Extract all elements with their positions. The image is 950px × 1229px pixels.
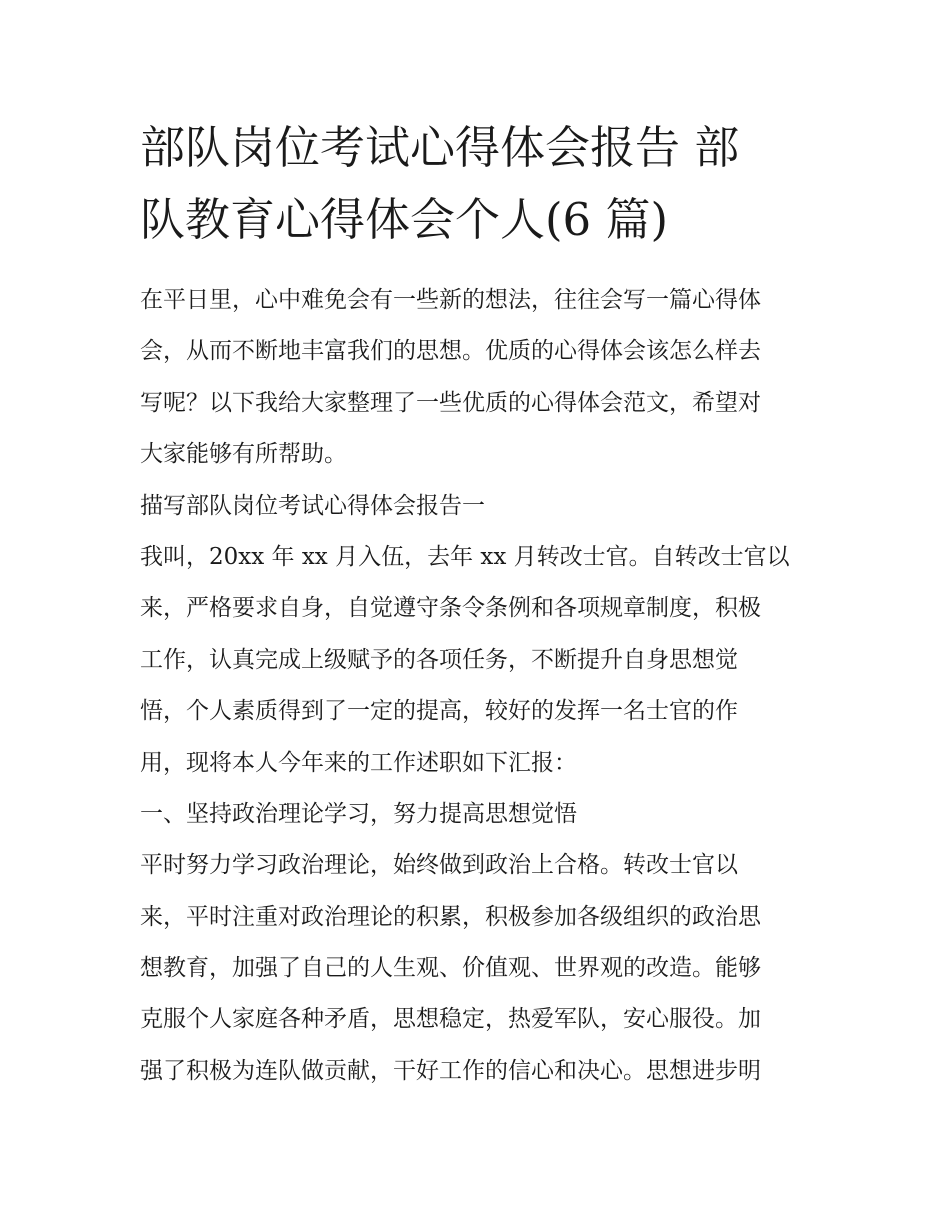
document-body [140, 275, 820, 1097]
body-line: 工作，认真完成上级赋予的各项任务，不断提升自身思想觉 [140, 646, 738, 673]
title-line-2: 队教育心得体会个人(6 篇) [140, 193, 669, 246]
body-line: 我叫，20xx 年 xx 月入伍，去年 xx 月转改士官。自转改士官以 [140, 543, 790, 570]
body-line: 会，从而不断地丰富我们的思想。优质的心得体会该怎么样去 [140, 338, 761, 365]
document-title [140, 112, 820, 256]
body-line: 克服个人家庭各种矛盾，思想稳定，热爱军队，安心服役。加 [140, 1006, 761, 1033]
subsection-heading: 一、坚持政治理论学习，努力提高思想觉悟 [140, 800, 577, 827]
body-line: 大家能够有所帮助。 [140, 441, 347, 468]
body-line: 来，平时注重对政治理论的积累，积极参加各级组织的政治思 [140, 903, 761, 930]
body-line: 在平日里，心中难免会有一些新的想法，往往会写一篇心得体 [140, 287, 761, 313]
body-line: 用，现将本人今年来的工作述职如下汇报： [140, 749, 577, 776]
body-line: 想教育，加强了自己的人生观、价值观、世界观的改造。能够 [140, 955, 761, 982]
body-line: 强了积极为连队做贡献，干好工作的信心和决心。思想进步明 [140, 1057, 761, 1084]
body-line: 平时努力学习政治理论，始终做到政治上合格。转改士官以 [140, 852, 738, 879]
section-heading: 描写部队岗位考试心得体会报告一 [140, 492, 485, 519]
title-line-1: 部队岗位考试心得体会报告 部 [140, 121, 740, 174]
body-line: 来，严格要求自身，自觉遵守条令条例和各项规章制度，积极 [140, 595, 761, 622]
body-line: 写呢？以下我给大家整理了一些优质的心得体会范文，希望对 [140, 389, 761, 416]
body-line: 悟，个人素质得到了一定的提高，较好的发挥一名士官的作 [140, 698, 738, 725]
